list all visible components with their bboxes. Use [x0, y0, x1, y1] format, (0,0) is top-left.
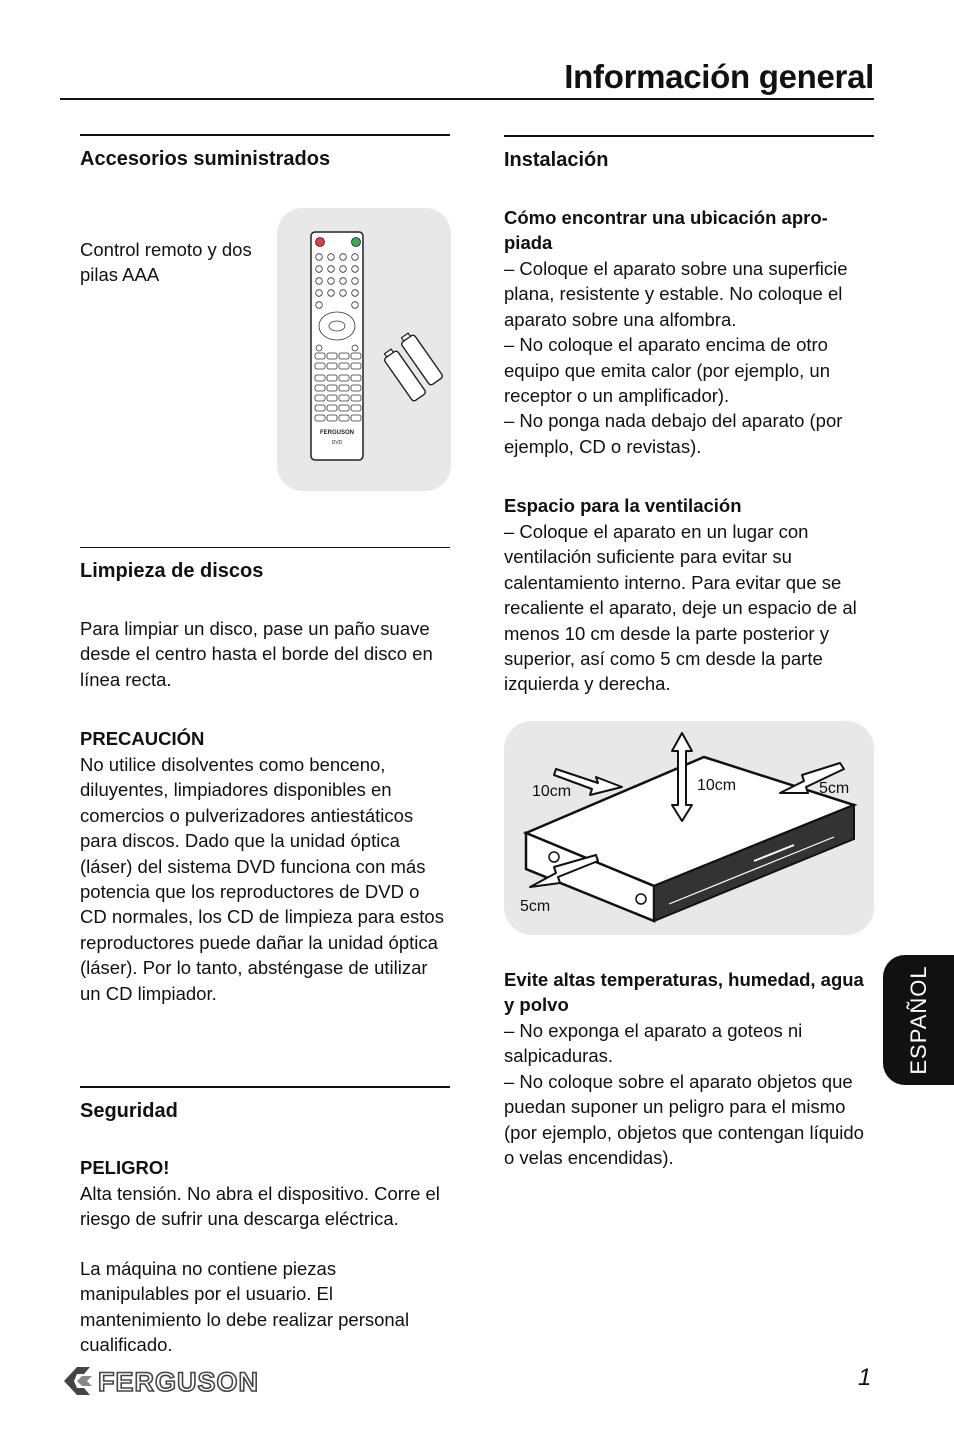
- remote-and-batteries-icon: [277, 208, 451, 491]
- page-title: Información general: [564, 58, 874, 95]
- ventilacion-title: Espacio para la ventilación: [504, 495, 742, 516]
- instalacion-section: [504, 135, 874, 172]
- label-top: 10cm: [697, 777, 737, 794]
- accesorios-heading: Accesorios suministrados: [80, 148, 331, 170]
- ventilacion-text: – Coloque el aparato en un lugar con ventilación suficiente para evitar su calentamiento interno. Para evitar que se recaliente el aparato, deje un espacio de al menos 10 cm desde la parte posterior y superior, así como 5 cm desde la parte izquierda y derecha.: [504, 521, 857, 695]
- precaucion-text: No utilice disolventes como benceno, diluyentes, limpiadores disponibles en comercios o pulverizadores antiestáticos para discos. Dado que la unidad óptica (láser) del sistema DVD funciona con más potencia que los reproductores de DVD o CD normales, los CD de limpieza para estos reproductores puede dañar la unidad óptica (láser). Por lo tanto, absténgase de utilizar un CD limpiador.: [80, 754, 444, 1004]
- language-tab: [883, 955, 954, 1085]
- ventilation-diagram: [504, 721, 874, 935]
- ubicacion-title: Cómo encontrar una ubicación apro-piada: [504, 207, 828, 254]
- seguridad-text: La máquina no contiene piezas manipulables por el usuario. El mantenimiento lo debe realizar personal cualificado.: [80, 1258, 410, 1356]
- left-column: [80, 134, 450, 1364]
- ferguson-logo-icon: [62, 1364, 302, 1396]
- remote-brand-label: FERGUSON: [319, 430, 355, 436]
- remote-model-label: DVD: [331, 440, 343, 446]
- instalacion-heading: Instalación: [504, 149, 609, 171]
- limpieza-heading: Limpieza de discos: [80, 560, 264, 582]
- precaucion-title: PRECAUCIÓN: [80, 728, 205, 749]
- peligro-text: Alta tensión. No abra el dispositivo. Corre el riesgo de sufrir una descarga eléctrica.: [80, 1183, 440, 1230]
- limpieza-text: Para limpiar un disco, pase un paño suave desde el centro hasta el borde del disco en línea recta.: [80, 618, 433, 690]
- page-number: 1: [858, 1364, 872, 1391]
- accesorios-text: Control remoto y dos pilas AAA: [80, 239, 252, 286]
- evite-text: – No exponga el aparato a goteos ni salpicaduras. – No coloque sobre el aparato objetos que puedan suponer un peligro para el mismo (por ejemplo, objetos que contengan líquido o velas encendidas).: [504, 1020, 864, 1169]
- peligro-title: PELIGRO!: [80, 1157, 170, 1178]
- title-rule: [60, 98, 874, 100]
- accesorios-section: [80, 134, 450, 171]
- language-tab-label: ESPAÑOL: [905, 965, 931, 1075]
- right-column: [504, 135, 874, 1235]
- section-rule: [80, 1086, 450, 1088]
- dvd-player-clearance-icon: [504, 721, 874, 935]
- seguridad-heading: Seguridad: [80, 1100, 178, 1122]
- section-rule: [80, 547, 450, 548]
- evite-title: Evite altas temperaturas, humedad, agua y polvo: [504, 969, 864, 1016]
- limpieza-section: [80, 547, 450, 583]
- label-right: 5cm: [819, 780, 850, 797]
- remote-illustration: [277, 208, 451, 491]
- seguridad-section: [80, 1086, 450, 1123]
- ubicacion-text: – Coloque el aparato sobre una superficie plana, resistente y estable. No coloque el aparato sobre una alfombra. – No coloque el aparato encima de otro equipo que emita calor (por ejemplo, un receptor o un amplificador). – No ponga nada debajo del aparato (por ejemplo, CD o revistas).: [504, 258, 848, 457]
- ferguson-logo: [62, 1364, 302, 1396]
- section-rule: [80, 134, 450, 136]
- label-left: 5cm: [520, 898, 551, 915]
- label-back: 10cm: [532, 783, 572, 800]
- footer-brand: FERGUSON: [98, 1367, 260, 1396]
- section-rule: [504, 135, 874, 137]
